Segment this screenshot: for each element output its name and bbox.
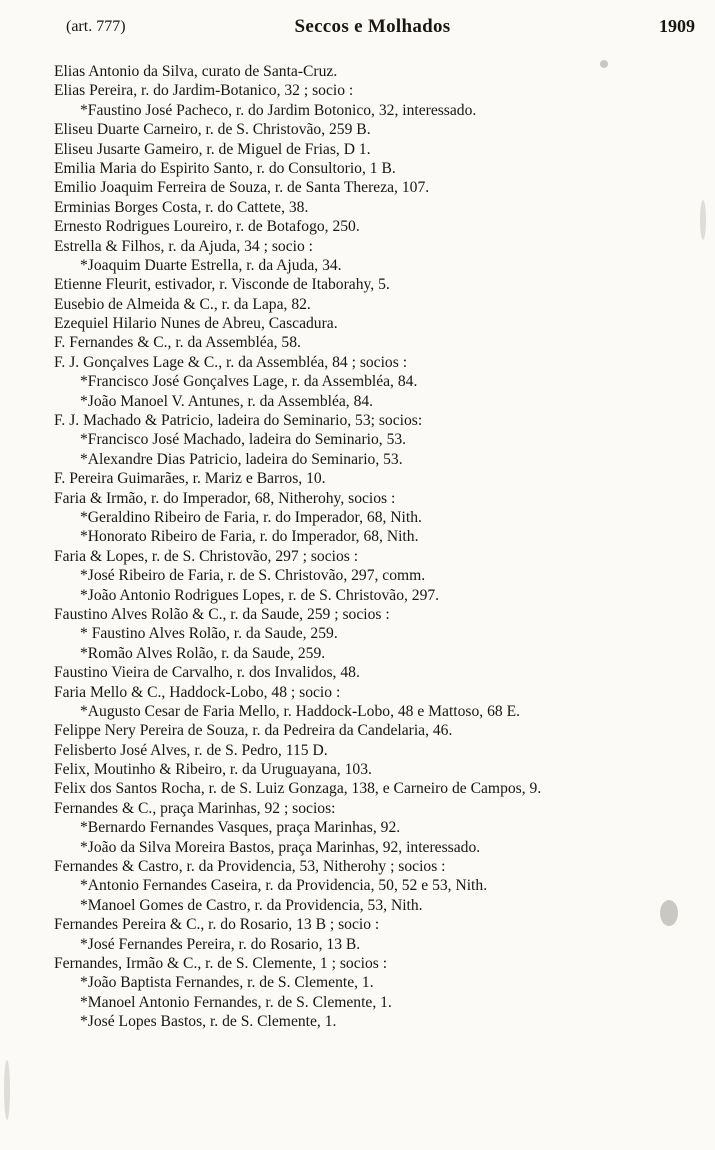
directory-entries xyxy=(54,62,704,1032)
partner-entry: *José Ribeiro de Faria, r. de S. Christovão, 297, comm. xyxy=(80,567,426,585)
firm-entry: F. Pereira Guimarães, r. Mariz e Barros, 10. xyxy=(54,470,326,488)
firm-entry: Felix dos Santos Rocha, r. de S. Luiz Gonzaga, 138, e Carneiro de Campos, 9. xyxy=(54,780,542,798)
firm-entry: Etienne Fleurit, estivador, r. Visconde de Itaborahy, 5. xyxy=(54,276,390,294)
firm-entry: Ernesto Rodrigues Loureiro, r. de Botafogo, 250. xyxy=(54,218,360,236)
firm-entry: Fernandes, Irmão & C., r. de S. Clemente, 1 ; socios : xyxy=(54,954,388,972)
section-title: Seccos e Molhados xyxy=(294,16,451,37)
ink-speck xyxy=(4,1060,10,1120)
firm-entry: Felippe Nery Pereira de Souza, r. da Pedreira da Candelaria, 46. xyxy=(54,722,453,740)
partner-entry: *Faustino José Pacheco, r. do Jardim Botonico, 32, interessado. xyxy=(80,101,477,119)
partner-entry: *João Baptista Fernandes, r. de S. Clemente, 1. xyxy=(80,974,374,992)
firm-entry: F. Fernandes & C., r. da Assembléa, 58. xyxy=(54,334,301,352)
ink-speck xyxy=(600,60,608,68)
firm-entry: Eliseu Duarte Carneiro, r. de S. Christovão, 259 B. xyxy=(54,121,371,139)
partner-entry: *Manoel Gomes de Castro, r. da Providencia, 53, Nith. xyxy=(80,896,423,914)
partner-entry: *Alexandre Dias Patricio, ladeira do Seminario, 53. xyxy=(80,450,403,468)
partner-entry: * Faustino Alves Rolão, r. da Saude, 259. xyxy=(80,625,338,643)
partner-entry: *Honorato Ribeiro de Faria, r. do Imperador, 68, Nith. xyxy=(80,528,419,546)
partner-entry: *Bernardo Fernandes Vasques, praça Marinhas, 92. xyxy=(80,819,401,837)
firm-entry: Fernandes & C., praça Marinhas, 92 ; socios: xyxy=(54,799,336,817)
firm-entry: Faria & Lopes, r. de S. Christovão, 297 ; socios : xyxy=(54,547,359,565)
firm-entry: Felisberto José Alves, r. de S. Pedro, 115 D. xyxy=(54,741,328,759)
partner-entry: *Francisco José Machado, ladeira do Seminario, 53. xyxy=(80,431,407,449)
firm-entry: Faustino Alves Rolão & C., r. da Saude, 259 ; socios : xyxy=(54,605,390,623)
firm-entry: Felix, Moutinho & Ribeiro, r. da Uruguayana, 103. xyxy=(54,761,372,779)
firm-entry: Emilio Joaquim Ferreira de Souza, r. de Santa Thereza, 107. xyxy=(54,179,430,197)
firm-entry: Eusebio de Almeida & C., r. da Lapa, 82. xyxy=(54,295,311,313)
firm-entry: Ezequiel Hilario Nunes de Abreu, Cascadura. xyxy=(54,315,338,333)
partner-entry: *Francisco José Gonçalves Lage, r. da Assembléa, 84. xyxy=(80,373,418,391)
firm-entry: Estrella & Filhos, r. da Ajuda, 34 ; socio : xyxy=(54,237,314,255)
firm-entry: Emilia Maria do Espirito Santo, r. do Consultorio, 1 B. xyxy=(54,159,396,177)
article-reference: (art. 777) xyxy=(66,18,126,35)
firm-entry: Erminias Borges Costa, r. do Cattete, 38. xyxy=(54,198,309,216)
firm-entry: Elias Antonio da Silva, curato de Santa-Cruz. xyxy=(54,63,338,80)
page-header xyxy=(40,14,705,40)
partner-entry: *Joaquim Duarte Estrella, r. da Ajuda, 34. xyxy=(80,256,342,274)
firm-entry: F. J. Gonçalves Lage & C., r. da Assembléa, 84 ; socios : xyxy=(54,353,408,371)
partner-entry: *Geraldino Ribeiro de Faria, r. do Imperador, 68, Nith. xyxy=(80,508,422,526)
firm-entry: Faustino Vieira de Carvalho, r. dos Invalidos, 48. xyxy=(54,664,360,682)
partner-entry: *João Manoel V. Antunes, r. da Assembléa, 84. xyxy=(80,392,374,410)
partner-entry: *Augusto Cesar de Faria Mello, r. Haddock-Lobo, 48 e Mattoso, 68 E. xyxy=(80,702,521,720)
firm-entry: Faria & Irmão, r. do Imperador, 68, Nitherohy, socios : xyxy=(54,489,396,507)
partner-entry: *Manoel Antonio Fernandes, r. de S. Clemente, 1. xyxy=(80,993,392,1011)
firm-entry: Fernandes & Castro, r. da Providencia, 53, Nitherohy ; socios : xyxy=(54,858,446,876)
firm-entry: F. J. Machado & Patricio, ladeira do Seminario, 53; socios: xyxy=(54,412,423,430)
partner-entry: *João Antonio Rodrigues Lopes, r. de S. Christovão, 297. xyxy=(80,586,440,604)
partner-entry: *José Fernandes Pereira, r. do Rosario, 13 B. xyxy=(80,935,361,953)
firm-entry: Faria Mello & C., Haddock-Lobo, 48 ; socio : xyxy=(54,683,341,701)
ink-speck xyxy=(700,200,706,240)
ink-speck xyxy=(660,900,678,926)
firm-entry: Elias Pereira, r. do Jardim-Botanico, 32 ; socio : xyxy=(54,82,354,100)
partner-entry: *José Lopes Bastos, r. de S. Clemente, 1. xyxy=(80,1013,337,1031)
partner-entry: *Antonio Fernandes Caseira, r. da Providencia, 50, 52 e 53, Nith. xyxy=(80,877,488,895)
partner-entry: *Romão Alves Rolão, r. da Saude, 259. xyxy=(80,644,326,662)
firm-entry: Eliseu Jusarte Gameiro, r. de Miguel de Frias, D 1. xyxy=(54,140,371,158)
firm-entry: Fernandes Pereira & C., r. do Rosario, 13 B ; socio : xyxy=(54,916,380,934)
page-number: 1909 xyxy=(659,16,695,36)
partner-entry: *João da Silva Moreira Bastos, praça Marinhas, 92, interessado. xyxy=(80,838,481,856)
